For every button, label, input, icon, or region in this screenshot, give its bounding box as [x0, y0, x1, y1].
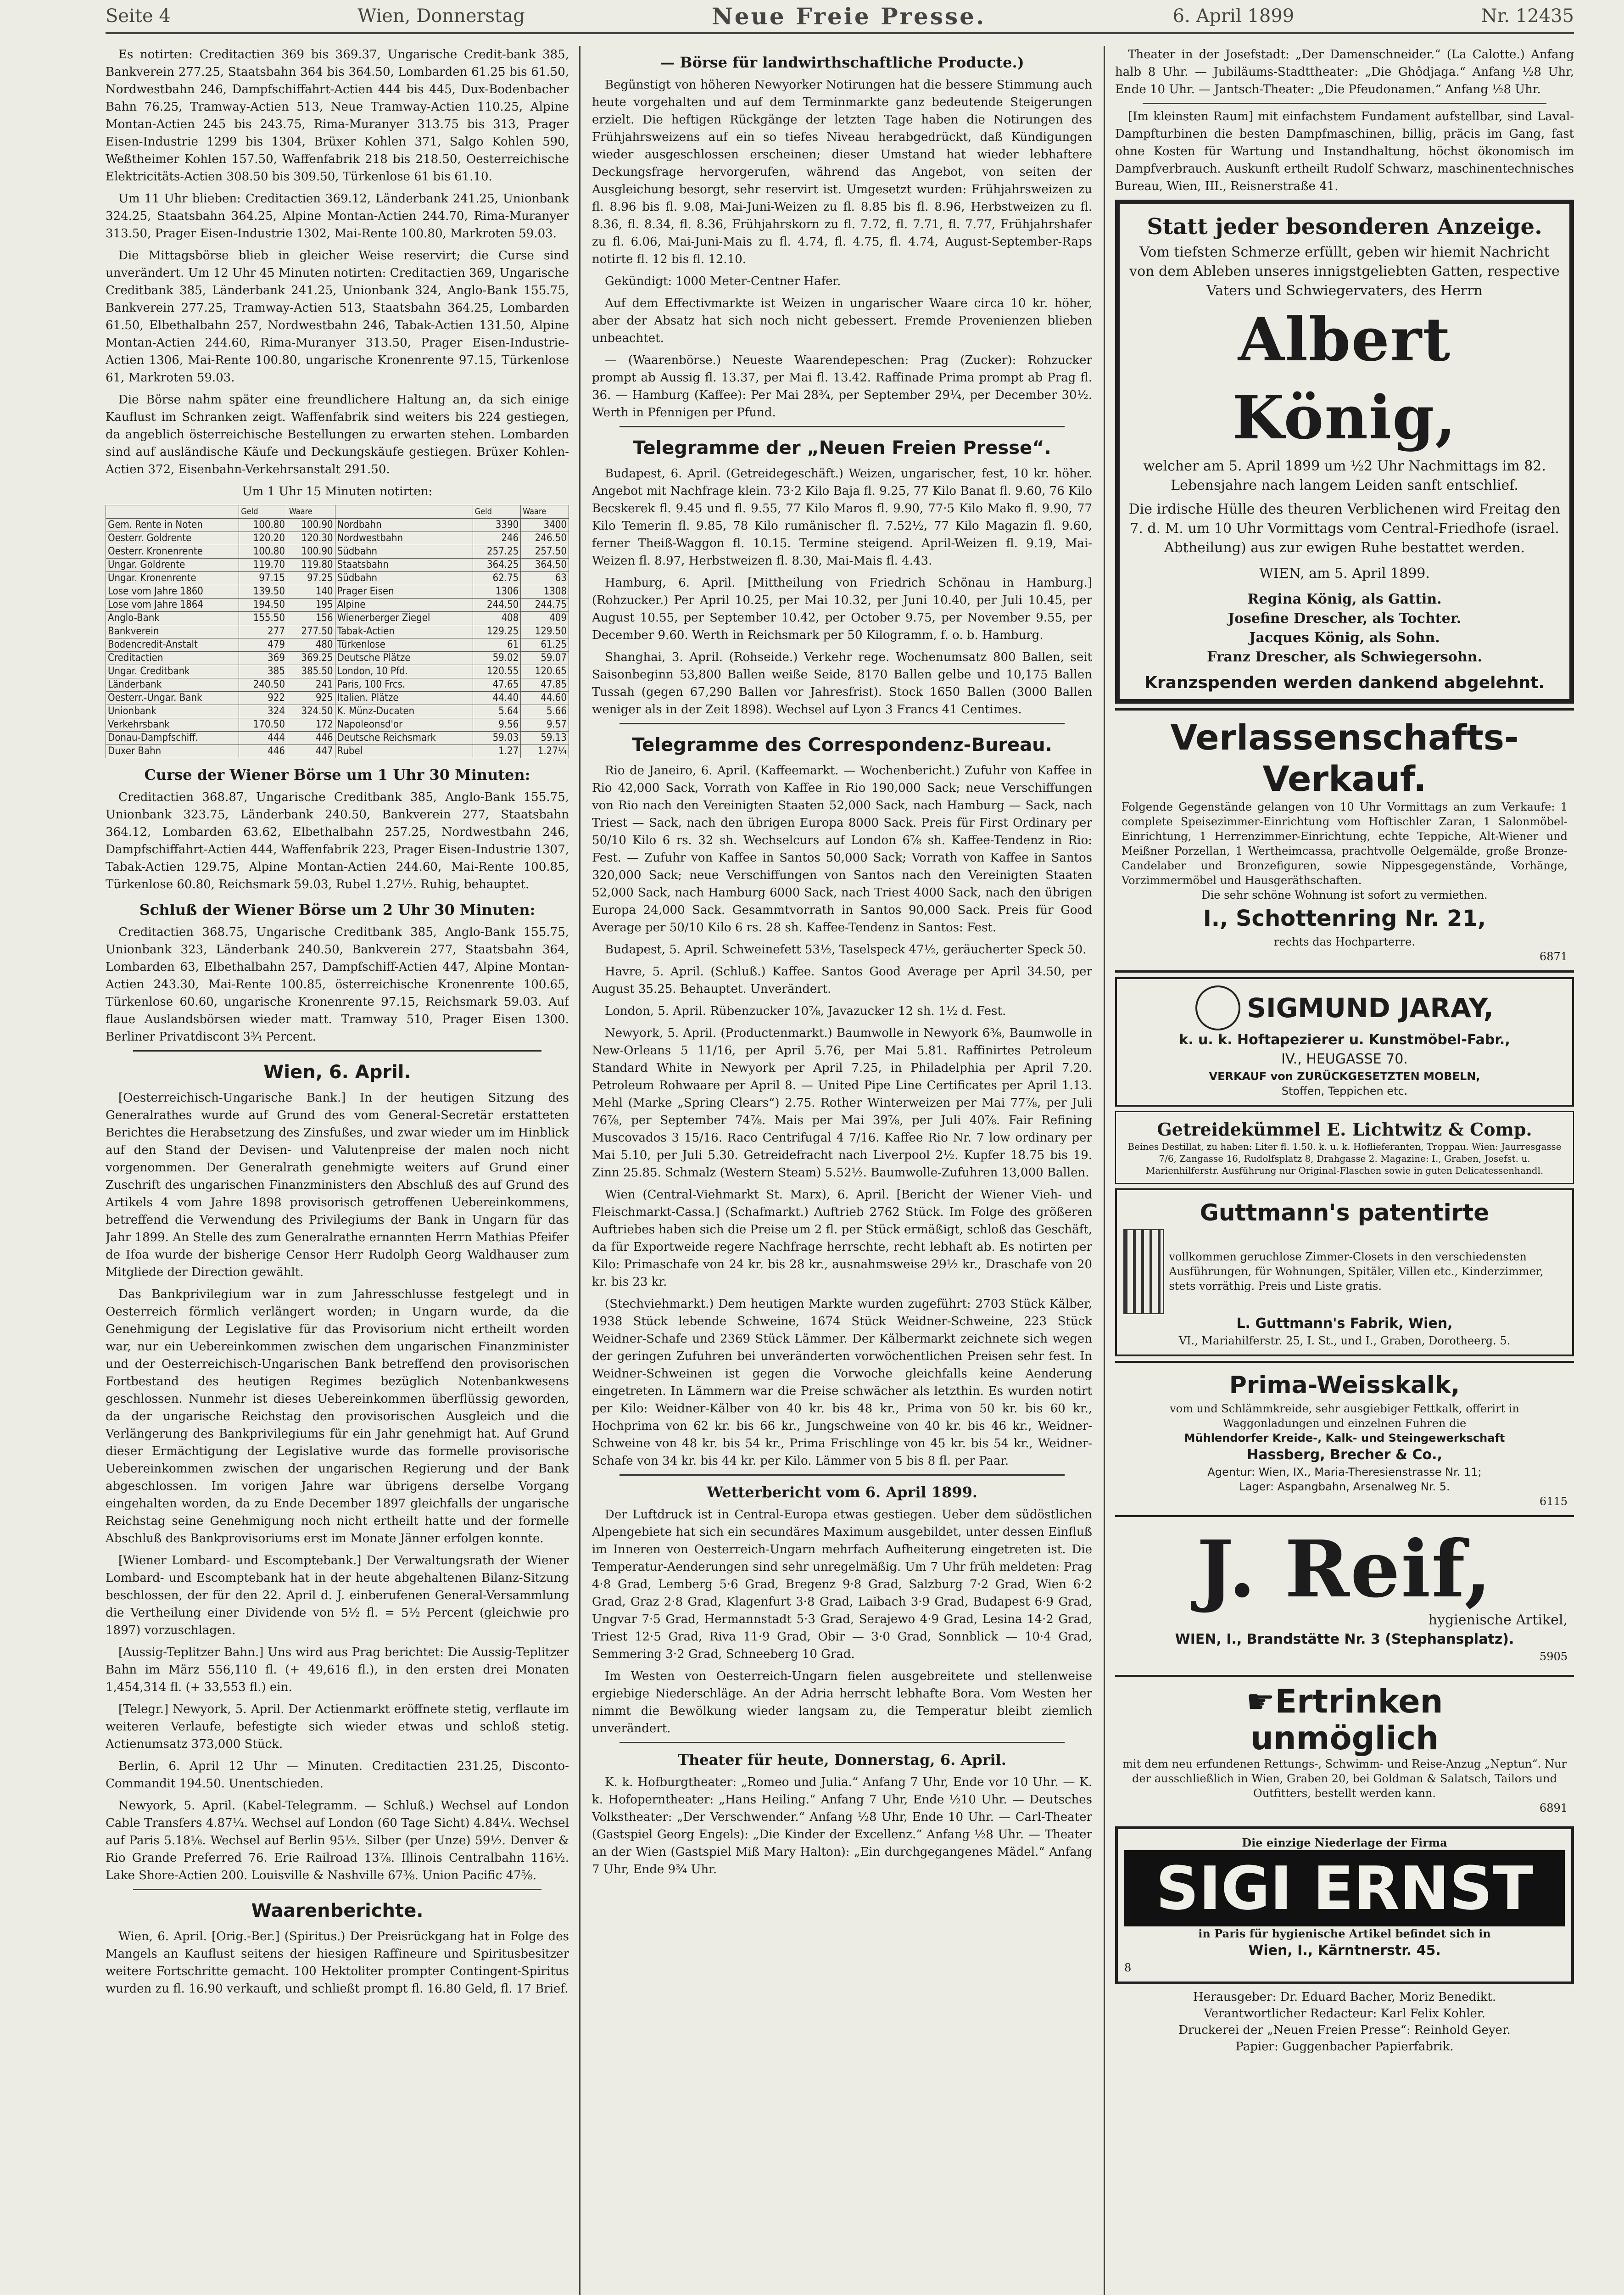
table-cell: 446 [287, 732, 335, 745]
table-row [106, 572, 569, 585]
section-heading: Schluß der Wiener Börse um 2 Uhr 30 Minuten: [139, 901, 536, 918]
table-cell: 119.80 [287, 559, 335, 572]
table-cell: 156 [287, 612, 335, 625]
table-cell: Alpine [335, 599, 473, 612]
table-cell: Nordwestbahn [335, 532, 473, 545]
jaray-line: k. u. k. Hoftapezierer u. Kunstmöbel-Fabr., [1179, 1032, 1510, 1048]
table-cell: 479 [239, 638, 287, 652]
section-heading: — Börse für landwirthschaftliche Producte.) [660, 54, 1024, 71]
obituary-footer: Kranzspenden werden dankend abgelehnt. [1144, 673, 1545, 692]
closet-illustration-icon [1123, 1229, 1164, 1314]
table-cell: 1.27¼ [521, 745, 569, 758]
table-cell: Rubel [335, 745, 473, 758]
table-cell: Verkehrsbank [106, 718, 239, 732]
estate-sale-ad [1115, 708, 1574, 973]
article-paragraph: Die Mittagsbörse blieb in gleicher Weise reservirt; die Curse sind unverändert. Um 12 Uhr 45 Minuten notirten: Creditactien 369, Ungarische Creditbank 385, Länderbank 241.25, Unionbank 324, Anglo-Bank 155.75, Bankverein 277.25, Tramway-Actien 513, Staatsbahn 364.25, Lombarden 61.50, Elbethalbahn 257, Nordwestbahn 246, Tabak-Actien 131.50, Alpine Montan-Actien 244.60, Rima-Muranyer 313.50, Prager Eisen-Industrie-Actien 1306, Mai-Rente 100.80, ungarische Kronenrente 97.15, Türkenlose 61, Markroten 59.03. [106, 249, 569, 385]
ertrinken-title: unmöglich [1250, 1719, 1439, 1757]
table-cell: 5.64 [473, 705, 521, 718]
column-1 [106, 46, 569, 2295]
table-cell: 385 [239, 665, 287, 678]
table-cell: Creditactien [106, 652, 239, 665]
table-cell: 324 [239, 705, 287, 718]
table-cell: 246 [473, 532, 521, 545]
table-cell: 364.50 [521, 559, 569, 572]
table-cell: Deutsche Plätze [335, 652, 473, 665]
table-cell: 61.25 [521, 638, 569, 652]
ad-reference: 6891 [1539, 1802, 1568, 1814]
table-cell: 139.50 [239, 585, 287, 599]
reif-title: J. Reif, [1196, 1523, 1493, 1615]
table-header-cell: Geld [473, 505, 521, 519]
ertrinken-title: Ertrinken [1275, 1683, 1443, 1720]
table-row [106, 732, 569, 745]
ernst-name: SIGI ERNST [1124, 1850, 1565, 1926]
section-heading: Telegramme der „Neuen Freien Presse“. [633, 437, 1051, 459]
ertrinken-ad [1115, 1675, 1574, 1822]
obituary-notice [1115, 200, 1574, 704]
table-cell: 195 [287, 599, 335, 612]
table-cell: Ungar. Goldrente [106, 559, 239, 572]
table-cell: Nordbahn [335, 519, 473, 532]
table-cell: 3400 [521, 519, 569, 532]
table-caption: Um 1 Uhr 15 Minuten notirten: [242, 485, 433, 498]
table-cell: Südbahn [335, 545, 473, 559]
table-cell: 277.50 [287, 625, 335, 638]
table-cell: 63 [521, 572, 569, 585]
divider [619, 723, 1065, 724]
table-cell: 408 [473, 612, 521, 625]
divider [619, 1474, 1065, 1476]
article-paragraph: Budapest, 5. April. Schweinefett 53½, Taselspeck 47½, geräucherter Speck 50. [605, 943, 1087, 957]
kuemmel-ad [1115, 1111, 1574, 1184]
table-cell: 100.80 [239, 545, 287, 559]
table-cell: 257.25 [473, 545, 521, 559]
estate-sale-address: I., Schottenring Nr. 21, [1203, 906, 1486, 931]
weisskalk-ad [1115, 1361, 1574, 1517]
article-paragraph: [Im kleinsten Raum] mit einfachstem Fundament aufstellbar, sind Laval-Dampfturbinen die besten Dampfmaschinen, billig, präcis im Gang, fast ohne Kosten für Wartung und Instandhaltung, höchst ökonomisch im Dampfverbrauch. Auskunft ertheilt Rudolf Schwarz, maschinentechnisches Bureau, Wien, III., Reisnerstraße 41. [1115, 110, 1574, 193]
article-paragraph: Gekündigt: 1000 Meter-Centner Hafer. [605, 274, 841, 288]
table-row [106, 612, 569, 625]
table-cell: 369 [239, 652, 287, 665]
table-cell: 97.25 [287, 572, 335, 585]
article-paragraph: Auf dem Effectivmarkte ist Weizen in ungarischer Waare circa 10 kr. höher, aber der Absatz hat sich noch nicht gebessert. Fremde Provenienzen blieben unbeachtet. [592, 297, 1092, 345]
table-cell: 9.57 [521, 718, 569, 732]
ertrinken-text: mit dem neu erfundenen Rettungs-, Schwimm- und Reise-Anzug „Neptun“. Nur der ausschließlich in Wien, Graben 20, bei Goldman & Salatsch, Tailors und Outfitters, bestellt werden kann. [1122, 1758, 1567, 1800]
table-row [106, 678, 569, 692]
table-row [106, 718, 569, 732]
kuemmel-text: Beines Destillat, zu haben: Liter fl. 1.50. k. u. k. Hoflieferanten, Troppau. Wien: Jaurresgasse 7/6, Zangasse 16, Rudolfsplatz 8, Drahgasse 2. Magazine: I., Graben, Josefst. u. Marienhilferstr. Ausführung nur Original-Flaschen sowie in guten Delicatessenhandl. [1127, 1141, 1562, 1176]
table-cell: Duxer Bahn [106, 745, 239, 758]
article-paragraph: Es notirten: Creditactien 369 bis 369.37, Ungarische Credit-bank 385, Bankverein 277.25, Staatsbahn 364 bis 364.50, Lombarden 61.25 bis 61.50, Nordwestbahn 246, Dampfschiffahrt-Actien 444 bis 445, Dux-Bodenbacher Bahn 76.25, Tramway-Actien 513, Neue Tramway-Actien 110.25, Alpine Montan-Actien 245 bis 243.75, Rima-Muranyer 313.75 bis 313, Prager Eisen-Industrie 1299 bis 1304, Brüxer Kohlen 371, Salgo Kohlen 590, Weßtheimer Kohlen 157.50, Waffenfabrik 218 bis 218.50, Oesterreichische Elektricitäts-Actien 308.50 bis 309.50, Türkenlose 61 bis 61.10. [106, 48, 569, 184]
divider [133, 1889, 541, 1890]
ad-reference: 8 [1124, 1961, 1132, 1974]
article-paragraph: Creditactien 368.75, Ungarische Creditbank 385, Anglo-Bank 155.75, Unionbank 323, Länderbank 240.50, Bankverein 277, Staatsbahn 364, Lombarden 63, Elbethalbahn 257, Dampfschiff-Actien 447, Alpine Montan-Actien 243.30, Mai-Rente 100.85, österreichische Kronenrente 100.65, Türkenlose 60.60, ungarische Kronenrente 97.15, Reichsmark 59.03. Auf flaue Auslandsbörsen wieder matt. Tramway 510, Prager Eisen 1300. Berliner Privatdiscont 3¾ Percent. [106, 925, 569, 1044]
table-cell: 170.50 [239, 718, 287, 732]
table-cell: Türkenlose [335, 638, 473, 652]
reif-ad [1115, 1522, 1574, 1670]
article-paragraph: Shanghai, 3. April. (Rohseide.) Verkehr rege. Wochenumsatz 800 Ballen, seit Saisonbeginn 53,800 Ballen weiße Seide, 8170 Ballen gelbe und 10,175 Ballen Tussah (gegen 67,290 Ballen vor Jahresfrist). Stock 1650 Ballen (3000 Ballen weniger als in der Zeit 1898). Wechsel auf Lyon 3 Francs 41 Centimes. [592, 650, 1092, 716]
article-paragraph: Newyork, 5. April. (Productenmarkt.) Baumwolle in Newyork 6⅜, Baumwolle in New-Orleans 5 11/16, per April 5.76, per Mai 5.81. Raffinirtes Petroleum Standard White in Newyork per April 7.25, in Philadelphia per April 7.20. Petroleum Rohwaare per April 8. — United Pipe Line Certificates per April 1.13. Mehl (Marke „Spring Clears“) 2.75. Rother Winterweizen per Mai 77⅞, per Juli 76⅞, per September 74⅞. Mais per Mai 39⅞, per Juli 40⅞. Fair Refining Muscovados 3 15/16. Raco Centrifugal 4 7/16. Kaffee Rio Nr. 7 low ordinary per Mai 5.10, per Juli 5.30. Getreidefracht nach Liverpool 2½. Kupfer 18.75 bis 19. Zinn 25.85. Schmalz (Western Steam) 5.52½. Baumwolle-Zufuhren 13,000 Ballen. [592, 1026, 1092, 1180]
jaray-ad [1115, 977, 1574, 1107]
table-cell: 100.90 [287, 545, 335, 559]
table-cell: 59.02 [473, 652, 521, 665]
table-cell: Oesterr. Kronenrente [106, 545, 239, 559]
section-heading: Waarenberichte. [251, 1900, 424, 1921]
table-cell: 385.50 [287, 665, 335, 678]
table-cell: 120.20 [239, 532, 287, 545]
table-row [106, 652, 569, 665]
table-cell: Bodencredit-Anstalt [106, 638, 239, 652]
table-header-cell [106, 505, 239, 519]
table-cell: Paris, 100 Frcs. [335, 678, 473, 692]
divider [1143, 103, 1546, 104]
article-paragraph: — (Waarenbörse.) Neueste Waarendepeschen: Prag (Zucker): Rohzucker prompt ab Aussig fl. 13.37, per Mai fl. 13.42. Raffinade Prima prompt ab Prag fl. 36. — Hamburg (Kaffee): Per Mai 28¾, per September 29¼, per December 30½. Werth in Pfennigen per Pfund. [592, 353, 1092, 420]
table-row [106, 599, 569, 612]
table-cell: 100.80 [239, 519, 287, 532]
article-paragraph: Creditactien 368.87, Ungarische Creditbank 385, Anglo-Bank 155.75, Unionbank 323.75, Länderbank 240.50, Bankverein 277, Staatsbahn 364.12, Lombarden 63.62, Elbethalbahn 257.25, Nordwestbahn 246, Dampfschiffahrt-Actien 444, Waffenfabrik 223, Prager Eisen-Industrie 1307, Tabak-Actien 129.75, Alpine Montan-Actien 244.60, Mai-Rente 100.85, Türkenlose 60.80, Reichsmark 59.03, Rubel 1.27½. Ruhig, behauptet. [106, 790, 569, 891]
article-paragraph: Theater in der Josefstadt: „Der Damenschneider.“ (La Calotte.) Anfang halb 8 Uhr. — Jubiläums-Stadttheater: „Die Ghôdjaga.“ Anfang ½8 Uhr, Ende 10 Uhr. — Jantsch-Theater: „Die Pfeudonamen.“ Anfang ½8 Uhr. [1115, 48, 1574, 96]
table-cell: Oesterr. Goldrente [106, 532, 239, 545]
article-paragraph: [Aussig-Teplitzer Bahn.] Uns wird aus Prag berichtet: Die Aussig-Teplitzer Bahn im März 556,110 fl. (+ 49,616 fl.), in den ersten drei Monaten 1,454,314 fl. (+ 33,553 fl.) ein. [106, 1646, 569, 1694]
table-cell: 922 [239, 692, 287, 705]
table-row [106, 692, 569, 705]
article-paragraph: Im Westen von Oesterreich-Ungarn fielen ausgebreitete und stellenweise ergiebige Niederschläge. An der Adria herrscht lebhafte Bora. Vom Westen her nimmt die Bewölkung wieder langsam zu, die Temperatur bleibt ziemlich unverändert. [592, 1669, 1092, 1735]
table-cell: 59.13 [521, 732, 569, 745]
reif-address: WIEN, I., Brandstätte Nr. 3 (Stephansplatz). [1175, 1631, 1514, 1647]
table-row [106, 532, 569, 545]
column-2 [592, 46, 1092, 2295]
table-cell: Staatsbahn [335, 559, 473, 572]
table-cell: 369.25 [287, 652, 335, 665]
obituary-mourner: Josefine Drescher, als Tochter. [1228, 610, 1462, 627]
weisskalk-lager: Lager: Aspangbahn, Arsenalweg Nr. 5. [1239, 1480, 1450, 1493]
table-cell: Oesterr.-Ungar. Bank [106, 692, 239, 705]
ernst-ad [1115, 1826, 1574, 1984]
article-paragraph: Berlin, 6. April 12 Uhr — Minuten. Creditactien 231.25, Disconto-Commandit 194.50. Unentschieden. [106, 1759, 569, 1791]
impressum-line: Papier: Guggenbacher Papierfabrik. [1235, 2040, 1454, 2054]
ad-reference: 6871 [1539, 950, 1568, 963]
table-header-cell [335, 505, 473, 519]
jaray-line: IV., HEUGASSE 70. [1281, 1051, 1408, 1067]
guttmann-title: Guttmann's patentirte [1200, 1199, 1490, 1226]
section-heading: Telegramme des Correspondenz-Bureau. [632, 734, 1052, 756]
ernst-top: Die einzige Niederlage der Firma [1242, 1836, 1447, 1849]
estate-sale-text: Folgende Gegenstände gelangen von 10 Uhr Vormittags an zum Verkaufe: 1 complete Speisezimmer-Einrichtung vom Hoftischler Zaran, 1 Salonmöbel-Einrichtung, 1 Herrenzimmer-Einrichtung, echte Teppiche, Alt-Wiener und Meißner Porzellan, 1 Wertheimcassa, prachtvolle Oelgemälde, große Bronze-Candelaber und Bronzefiguren, sowie Nippesgegenstände, Vorhänge, Vorzimmermöbel und Hausgeräthschaften. [1122, 800, 1568, 887]
table-cell: 44.40 [473, 692, 521, 705]
table-cell: Lose vom Jahre 1860 [106, 585, 239, 599]
table-cell: 324.50 [287, 705, 335, 718]
estate-sale-note: Die sehr schöne Wohnung ist sofort zu vermiethen. [1201, 889, 1488, 901]
obituary-funeral: Die irdische Hülle des theuren Verblichenen wird Freitag den 7. d. M. um 10 Uhr Vormittags vom Central-Friedhofe (israel. Abtheilung) aus zur ewigen Ruhe bestattet werden. [1128, 501, 1561, 556]
table-cell: 446 [239, 745, 287, 758]
guttmann-firm: L. Guttmann's Fabrik, Wien, [1236, 1315, 1453, 1332]
table-cell: 59.03 [473, 732, 521, 745]
table-cell: 409 [521, 612, 569, 625]
article-paragraph: Hamburg, 6. April. [Mittheilung von Friedrich Schönau in Hamburg.] (Rohzucker.) Per April 10.25, per Mai 10.32, per Juni 10.40, per Juli 10.45, per August 10.55, per September 10.42, per October 9.75, per November 9.55, per December 9.60. Werth in Reichsmark per 50 Kilogramm, f. o. b. Hamburg. [592, 576, 1092, 642]
estate-sale-title: Verlassenschafts- [1170, 717, 1519, 758]
page-number: Seite 4 [106, 6, 171, 27]
table-cell: 1308 [521, 585, 569, 599]
table-row [106, 545, 569, 559]
obituary-text: welcher am 5. April 1899 um ½2 Uhr Nachmittags im 82. Lebensjahre nach langem Leiden sanft entschlief. [1143, 458, 1546, 493]
article-paragraph: London, 5. April. Rübenzucker 10⅞, Javazucker 12 sh. 1½ d. Fest. [605, 1004, 1006, 1018]
ertrinken-header [1122, 1683, 1568, 1720]
obituary-mourner: Regina König, als Gattin. [1247, 591, 1442, 607]
kuemmel-title: Getreidekümmel E. Lichtwitz & Comp. [1157, 1119, 1532, 1140]
table-cell: 119.70 [239, 559, 287, 572]
table-cell: Anglo-Bank [106, 612, 239, 625]
table-cell: 244.75 [521, 599, 569, 612]
ad-reference: 6115 [1539, 1495, 1568, 1508]
table-cell: Deutsche Reichsmark [335, 732, 473, 745]
issue-number: Nr. 12435 [1481, 6, 1574, 27]
table-cell: 447 [287, 745, 335, 758]
obituary-date: WIEN, am 5. April 1899. [1259, 565, 1430, 582]
estate-sale-address-note: rechts das Hochparterre. [1274, 935, 1415, 948]
table-cell: 44.60 [521, 692, 569, 705]
exchange-rates-table [106, 505, 569, 758]
ernst-line: in Paris für hygienische Artikel befindet sich in [1198, 1927, 1491, 1940]
table-cell: 240.50 [239, 678, 287, 692]
table-cell: 244.50 [473, 599, 521, 612]
table-header-cell: Waare [287, 505, 335, 519]
place-day: Wien, Donnerstag [357, 6, 525, 27]
weisskalk-firm: Hassberg, Brecher & Co., [1247, 1447, 1442, 1463]
article-paragraph: [Wiener Lombard- und Escomptebank.] Der Verwaltungsrath der Wiener Lombard- und Escomptebank hat in der heute abgehaltenen Bilanz-Sitzung beschlossen, der für den 22. April d. J. einberufenen General-Versammlung die Vertheilung einer Dividende von 5½ fl. = 5½ Percent (gleichwie pro 1897) vorzuschlagen. [106, 1554, 569, 1637]
estate-sale-title: Verkauf. [1262, 758, 1427, 799]
article-paragraph: (Stechviehmarkt.) Dem heutigen Markte wurden zugeführt: 2703 Stück Kälber, 1938 Stück lebende Schweine, 1674 Stück Weidner-Schweine, 223 Stück Weidner-Schafe und 2369 Stück Lämmer. Der Kälbermarkt zeichnete sich wegen der geringen Zufuhren bei unveränderten vorwöchentlichen Preisen sehr fest. In Weidner-Schweinen ist gegen die Vorwoche gleichfalls keine Aenderung eingetreten. In Lämmern war die Preise schwächer als letzthin. Es wurden notirt per Kilo: Weidner-Kälber von 40 kr. bis 48 kr., Prima von 50 kr. bis 60 kr., Hochprima von 62 kr. bis 66 kr., Jungschweine von 40 kr. bis 46 kr., Weidner-Schweine von 48 kr. bis 54 kr., Prima Frischlinge von 45 kr. bis 54 kr., Weidner-Schafe von 34 kr. bis 44 kr. per Kilo. Lämmer von 5 bis 8 fl. per Paar. [592, 1297, 1092, 1468]
guttmann-text: vollkommen geruchlose Zimmer-Closets in den verschiedensten Ausführungen, für Wohnungen, Spitäler, Villen etc., Kinderzimmer, stets vorräthig. Preis und Liste gratis. [1169, 1250, 1544, 1293]
column-3 [1115, 46, 1574, 2295]
table-cell: 241 [287, 678, 335, 692]
section-heading: Wien, 6. April. [263, 1062, 411, 1083]
obituary-intro: Vom tiefsten Schmerze erfüllt, geben wir hiemit Nachricht von dem Ableben unseres innigstgeliebten Gatten, respective Vaters und Schwiegervaters, des Herrn [1129, 244, 1560, 299]
table-cell: 120.30 [287, 532, 335, 545]
article-paragraph: Wien (Central-Viehmarkt St. Marx), 6. April. [Bericht der Wiener Vieh- und Fleischmarkt-Cassa.] (Schafmarkt.) Auftrieb 2762 Stück. Im Folge des größeren Auftriebes haben sich die Preise um 2 fl. per Stück ermäßigt, schloß das Geschäft, da für Exportweide regere Nachfrage herrschte, recht lebhaft ab. Es notirten per Kilo: Primaschafe von 24 kr. bis 28 kr., ausnahmsweise 29½ kr., Draschafe von 20 kr. bis 23 kr. [592, 1188, 1092, 1289]
pointing-hand-icon: ☛ [1246, 1683, 1275, 1720]
jaray-line: Stoffen, Teppichen etc. [1281, 1085, 1408, 1097]
section-heading: Wetterbericht vom 6. April 1899. [706, 1483, 978, 1501]
table-row [106, 638, 569, 652]
article-paragraph: Das Bankprivilegium war in zum Jahresschlusse festgelegt und in Oesterreich förmlich verlängert worden; in Ungarn wurde, da die Genehmigung der Legislative für das Provisorium nicht ertheilt worden war, nur ein Uebereinkommen zwischen dem ungarischen Finanzminister und der Oesterreichisch-Ungarischen Bank betreffend den provisorischen Fortbestand des heutigen Regimes bezüglich Notenbankwesens geschlossen. Nunmehr ist dieses Uebereinkommen überflüssig geworden, da der ungarische Reichstag den provisorischen Ausgleich und die Verlängerung des Bankprivilegiums für ein Jahr genehmigt hat. Auf Grund dieser Ermächtigung der Legislative wurde das formelle provisorische Uebereinkommen zwischen der ungarischen Regierung und der Bank abgeschlossen. Im vorigen Jahre war übrigens derselbe Vorgang eingehalten worden, da zu Ende December 1897 gleichfalls der ungarische Reichstag seine Genehmigung noch nicht ertheilt hatte und der formelle Abschluß des Bankprovisoriums erst im Monate Jänner erfolgen konnte. [106, 1287, 569, 1545]
guttmann-body [1123, 1229, 1566, 1314]
impressum-line: Herausgeber: Dr. Eduard Bacher, Moriz Benedikt. [1193, 1990, 1496, 2004]
article-paragraph: Newyork, 5. April. (Kabel-Telegramm. — Schluß.) Wechsel auf London Cable Transfers 4.87¼. Wechsel auf London (60 Tage Sicht) 4.84¼. Wechsel auf Paris 5.18⅛. Wechsel auf Berlin 95½. Silber (per Unze) 59½. Denver & Rio Grande Preferred 76. Erie Railroad 13⅞. Illinois Centralbahn 116½. Lake Shore-Actien 200. Louisville & Nashville 67⅜. Union Pacific 47⅝. [106, 1799, 569, 1882]
table-cell: 480 [287, 638, 335, 652]
jaray-header [1123, 985, 1566, 1030]
article-paragraph: [Telegr.] Newyork, 5. April. Der Actienmarkt eröffnete stetig, verflaute im weiteren Verlaufe, befestigte sich wieder etwas und schloß stetig. Actienumsatz 373,000 Stück. [106, 1702, 569, 1751]
table-header-cell: Geld [239, 505, 287, 519]
table-cell: 120.65 [521, 665, 569, 678]
table-cell: 364.25 [473, 559, 521, 572]
table-header-cell: Waare [521, 505, 569, 519]
table-cell: 5.66 [521, 705, 569, 718]
table-cell: 925 [287, 692, 335, 705]
table-cell: Bankverein [106, 625, 239, 638]
table-cell: Italien. Plätze [335, 692, 473, 705]
weisskalk-text: vom und Schlämmkreide, sehr ausgiebiger Fettkalk, offerirt in Waggonladungen und einzelnen Fuhren die [1170, 1402, 1519, 1430]
table-row [106, 559, 569, 572]
table-cell: 59.07 [521, 652, 569, 665]
guttmann-ad [1115, 1188, 1574, 1356]
divider [619, 1742, 1065, 1743]
article-paragraph: Havre, 5. April. (Schluß.) Kaffee. Santos Good Average per April 34.50, per August 35.25. Behauptet. Unverändert. [592, 965, 1092, 996]
weisskalk-agent: Agentur: Wien, IX., Maria-Theresienstrasse Nr. 11; [1207, 1466, 1482, 1478]
divider [619, 426, 1065, 427]
table-row [106, 625, 569, 638]
weisskalk-title: Prima-Weisskalk, [1229, 1371, 1460, 1399]
article-paragraph: Wien, 6. April. [Orig.-Ber.] (Spiritus.) Der Preisrückgang hat in Folge des Mangels an Kauflust seitens der hiesigen Raffineure und Spiritusbesitzer weitere Fortschritte gemacht. 100 Hektoliter prompter Contingent-Spiritus wurden zu fl. 16.90 verkauft, und schließt prompt fl. 16.80 Geld, fl. 17 Brief. [106, 1930, 569, 1996]
table-cell: 61 [473, 638, 521, 652]
table-cell: Länderbank [106, 678, 239, 692]
weisskalk-firm: Mühlendorfer Kreide-, Kalk- und Steingewerkschaft [1184, 1432, 1505, 1444]
table-cell: 100.90 [287, 519, 335, 532]
article-paragraph: K. k. Hofburgtheater: „Romeo und Julia.“ Anfang 7 Uhr, Ende vor 10 Uhr. — K. k. Hofoperntheater: „Hans Heiling.“ Anfang 7 Uhr, Ende ½10 Uhr. — Deutsches Volkstheater: „Der Verschwender.“ Anfang ½8 Uhr, Ende 10 Uhr. — Carl-Theater (Gastspiel Georg Engels): „Die Kinder der Excellenz.“ Anfang ½8 Uhr. — Theater an der Wien (Gastspiel Miß Mary Halton): „Ein durchgegangenes Mädel.“ Anfang 7 Uhr, Ende 9¾ Uhr. [592, 1775, 1092, 1876]
article-paragraph: Um 11 Uhr blieben: Creditactien 369.12, Länderbank 241.25, Unionbank 324.25, Staatsbahn 364.25, Alpine Montan-Actien 244.70, Rima-Muranyer 313.50, Prager Eisen-Industrie 1302, Mai-Rente 100.80, Markroten 59.03. [106, 192, 569, 241]
table-cell: Unionbank [106, 705, 239, 718]
table-cell: 47.65 [473, 678, 521, 692]
reif-subtitle: hygienische Artikel, [1428, 1612, 1568, 1628]
table-cell: Lose vom Jahre 1864 [106, 599, 239, 612]
issue-date: 6. April 1899 [1172, 6, 1295, 27]
article-paragraph: Rio de Janeiro, 6. April. (Kaffeemarkt. — Wochenbericht.) Zufuhr von Kaffee in Rio 42,000 Sack, Vorrath von Kaffee in Rio 190,000 Sack; neue Verschiffungen von Rio nach den Vereinigten Staaten 52,000 Sack, nach Hamburg — Sack, nach Triest — Sack, nach den übrigen Europa 8000 Sack. Preis für First Ordinary per 50/10 Kilo 6 rs. 32 sh. Wechselcurs auf London 6⅞ sh. Kaffee-Tendenz in Rio: Fest. — Zufuhr von Kaffee in Santos 50,000 Sack; Vorrath von Kaffee in Santos 320,000 Sack; neue Verschiffungen von Santos nach den Vereinigten Staaten 52,000 Sack, nach Hamburg 6000 Sack, nach Triest 4000 Sack, nach den übrigen Europa 24,000 Sack. Gesammtvorrath in Santos 90,000 Sack. Preis für Good Average per 50/10 Kilo 6 rs. 28 sh. Kaffee-Tendenz in Santos: Fest. [592, 764, 1092, 935]
article-paragraph: Begünstigt von höheren Newyorker Notirungen hat die bessere Stimmung auch heute vorgehalten und auf dem Terminmarkte ganz bedeutende Steigerungen erzielt. Die heftigen Rückgänge der letzten Tage haben die Notirungen des Frühjahrsweizens auf ein so tiefes Niveau herabgedrückt, daß Kündigungen wieder ausgeschlossen erscheinen; dieser Umstand hat wieder lebhaftere Deckungsfrage hervorgerufen, während das Angebot, von seiten der Ausgleichung besorgt, sehr reservirt ist. Umgesetzt wurden: Frühjahrsweizen zu fl. 8.96 bis fl. 9.08, Mai-Juni-Weizen zu fl. 8.85 bis fl. 8.96, Herbstweizen zu fl. 8.36, fl. 8.34, fl. 8.36, Frühjahrskorn zu fl. 7.72, fl. 7.71, fl. 7.77, Frühjahrshafer zu fl. 6.06, Mai-Juni-Mais zu fl. 4.74, fl. 4.75, fl. 4.74, August-September-Raps notirte fl. 12 bis fl. 12.10. [592, 78, 1092, 266]
table-cell: Südbahn [335, 572, 473, 585]
table-cell: 277 [239, 625, 287, 638]
table-cell: K. Münz-Ducaten [335, 705, 473, 718]
ad-reference: 5905 [1539, 1650, 1568, 1663]
impressum-line: Verantwortlicher Redacteur: Karl Felix Kohler. [1204, 2007, 1485, 2021]
table-row [106, 585, 569, 599]
table-cell: Ungar. Creditbank [106, 665, 239, 678]
table-cell: Gem. Rente in Noten [106, 519, 239, 532]
obituary-mourner: Jacques König, als Sohn. [1249, 630, 1440, 646]
table-cell: 129.50 [521, 625, 569, 638]
impressum [1115, 1989, 1574, 2055]
table-cell: 444 [239, 732, 287, 745]
table-cell: 140 [287, 585, 335, 599]
table-row [106, 519, 569, 532]
table-cell: 3390 [473, 519, 521, 532]
table-row [106, 665, 569, 678]
table-cell: 97.15 [239, 572, 287, 585]
article-paragraph: Die Börse nahm später eine freundlichere Haltung an, da sich einige Kauflust im Schranken zeigt. Waffenfabrik sind weiters bis 224 gestiegen, da angeblich österreichische Bestellungen zu erwarten stehen. Lombarden sind auf ausländische Käufe und Deckungskäufe gestiegen. Brüxer Kohlen-Actien 372, Eisenbahn-Verkehrsanstalt 291.50. [106, 393, 569, 476]
ernst-line: Wien, I., Kärntnerstr. 45. [1248, 1942, 1441, 1959]
eagle-crest-icon [1195, 985, 1240, 1030]
table-cell: 62.75 [473, 572, 521, 585]
table-cell: Napoleonsd'or [335, 718, 473, 732]
obituary-title: Statt jeder besonderen Anzeige. [1147, 214, 1542, 240]
jaray-name: SIGMUND JARAY, [1247, 992, 1494, 1024]
table-cell: 9.56 [473, 718, 521, 732]
table-cell: Tabak-Actien [335, 625, 473, 638]
table-cell: 129.25 [473, 625, 521, 638]
table-cell: 1.27 [473, 745, 521, 758]
table-cell: Wienerberger Ziegel [335, 612, 473, 625]
table-cell: 47.85 [521, 678, 569, 692]
column-rule [579, 46, 580, 2295]
article-paragraph: Der Luftdruck ist in Central-Europa etwas gestiegen. Ueber dem südöstlichen Alpengebiete hat sich ein secundäres Maximum ausgebildet, unter dessen Einfluß im Inneren von Oesterreich-Ungarn mehrfach Aufheiterung eingetreten ist. Die Temperatur-Aenderungen sind sehr unregelmäßig. Um 7 Uhr früh meldeten: Prag 4·8 Grad, Lemberg 5·6 Grad, Bregenz 9·8 Grad, Salzburg 7·2 Grad, Wien 6·2 Grad, Graz 2·8 Grad, Klagenfurt 3·8 Grad, Laibach 3·9 Grad, Budapest 6·9 Grad, Ungvar 7·5 Grad, Hermannstadt 5·3 Grad, Serajewo 4·9 Grad, Lesina 14·2 Grad, Triest 12·5 Grad, Riva 11·9 Grad, Obir — 3·0 Grad, Sonnblick — 10·4 Grad, Semmering 3·2 Grad, Schneeberg 10 Grad. [592, 1508, 1092, 1661]
table-row [106, 745, 569, 758]
masthead: Neue Freie Presse. [712, 2, 986, 30]
article-paragraph: Budapest, 6. April. (Getreidegeschäft.) Weizen, ungarischer, fest, 10 kr. höher. Angebot mit Nachfrage klein. 73·2 Kilo Baja fl. 9.25, 77 Kilo Banat fl. 9.60, 76 Kilo Becskerek fl. 9.45 und fl. 9.55, 77 Kilo Maros fl. 9.90, 77·5 Kilo Mako fl. 9.90, 77 Kilo Temerin fl. 9.85, 78 Kilo rumänischer fl. 7.52½, 77 Kilo Magazin fl. 9.60, ferner Theiß-Waggon fl. 10.15. Termine steigend. April-Weizen fl. 9.19, Mai-Weizen fl. 8.97, Herbstweizen fl. 8.30, Mai-Mais fl. 4.43. [592, 467, 1092, 568]
table-cell: 172 [287, 718, 335, 732]
table-cell: 246.50 [521, 532, 569, 545]
table-cell: 194.50 [239, 599, 287, 612]
impressum-line: Druckerei der „Neuen Freien Presse“: Reinhold Geyer. [1178, 2023, 1511, 2037]
table-row [106, 705, 569, 718]
obituary-name: Albert König, [1232, 304, 1457, 453]
jaray-line: VERKAUF von ZURÜCKGESETZTEN MOBELN, [1209, 1070, 1480, 1083]
table-cell: Ungar. Kronenrente [106, 572, 239, 585]
column-rule [1104, 46, 1105, 2295]
table-cell: 155.50 [239, 612, 287, 625]
table-cell: Prager Eisen [335, 585, 473, 599]
divider [133, 1050, 541, 1052]
guttmann-address: VI., Mariahilferstr. 25, I. St., und I., Graben, Dorotheerg. 5. [1178, 1334, 1511, 1347]
table-cell: 1306 [473, 585, 521, 599]
table-cell: 120.55 [473, 665, 521, 678]
table-cell: London, 10 Pfd. [335, 665, 473, 678]
obituary-mourner: Franz Drescher, als Schwiegersohn. [1207, 649, 1482, 665]
table-cell: 257.50 [521, 545, 569, 559]
section-heading: Curse der Wiener Börse um 1 Uhr 30 Minuten: [144, 766, 530, 784]
article-paragraph: [Oesterreichisch-Ungarische Bank.] In der heutigen Sitzung des Generalrathes wurde auf Grund des vom General-Secretär erstatteten Berichtes die Herabsetzung des Zinsfußes, und zwar wieder um im Hinblick auf den Stand der Devisen- und Valutenpreise der malen noch nicht vorgenommen. Der Generalrath genehmigte weiters auf Grund einer Zuschrift des ungarischen Finanzministers den Abschluß des auf Grund des Artikels 4 vom Jahre 1898 provisorisch getroffenen Uebereinkommens, betreffend die Verwendung des Privilegiums der Bank in Ungarn für das Jahr 1899. An Stelle des zum Generalrathe ernannten Herrn Mathias Pfeifer de Ifoa wurde der bisherige Censor Herr Rudolph Georg Waldhauser zum Mitgliede der Direction gewählt. [106, 1091, 569, 1279]
section-heading: Theater für heute, Donnerstag, 6. April. [678, 1751, 1006, 1769]
table-cell: Donau-Dampfschiff. [106, 732, 239, 745]
page-header [106, 0, 1574, 34]
